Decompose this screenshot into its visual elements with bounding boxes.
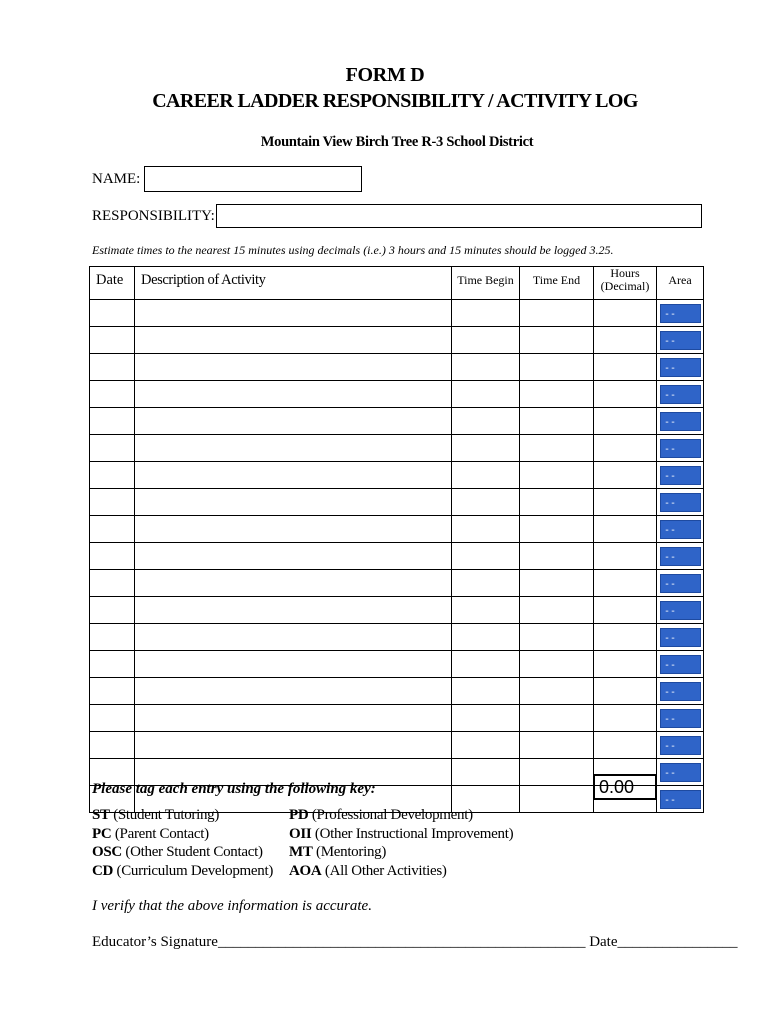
time-end-cell[interactable] [520, 597, 594, 624]
description-cell[interactable] [135, 489, 452, 516]
time-begin-cell[interactable] [452, 624, 520, 651]
hours-cell[interactable] [594, 462, 657, 489]
table-row [90, 489, 704, 516]
date-cell[interactable] [90, 327, 135, 354]
verification-statement: I verify that the above information is accurate. [92, 898, 372, 914]
description-cell[interactable] [135, 570, 452, 597]
area-select[interactable]: -- [660, 790, 701, 809]
hours-cell[interactable] [594, 327, 657, 354]
column-header-hours [594, 267, 657, 300]
time-end-cell[interactable] [520, 435, 594, 462]
table-row [90, 435, 704, 462]
time-begin-cell[interactable] [452, 381, 520, 408]
date-cell[interactable] [90, 624, 135, 651]
table-row [90, 381, 704, 408]
column-header-area: Area [657, 267, 704, 300]
time-begin-cell[interactable] [452, 489, 520, 516]
column-header-time-end: Time End [520, 267, 594, 300]
description-cell[interactable] [135, 327, 452, 354]
form-subtitle: CAREER LADDER RESPONSIBILITY / ACTIVITY LOG [152, 90, 638, 112]
table-header-row [90, 267, 704, 300]
area-select[interactable]: -- [660, 574, 701, 593]
time-end-cell[interactable] [520, 381, 594, 408]
date-cell[interactable] [90, 705, 135, 732]
time-end-cell[interactable] [520, 300, 594, 327]
name-input[interactable] [144, 166, 362, 192]
date-cell[interactable] [90, 300, 135, 327]
time-end-cell[interactable] [520, 408, 594, 435]
hours-cell[interactable] [594, 705, 657, 732]
name-label: NAME: [92, 171, 141, 187]
area-cell [657, 624, 704, 651]
date-cell[interactable] [90, 354, 135, 381]
table-row [90, 570, 704, 597]
description-cell[interactable] [135, 732, 452, 759]
hours-decimal-label: (Decimal) [600, 279, 650, 293]
area-cell [657, 759, 704, 786]
hours-cell[interactable] [594, 597, 657, 624]
date-cell[interactable] [90, 651, 135, 678]
date-cell[interactable] [90, 435, 135, 462]
table-row [90, 300, 704, 327]
area-cell [657, 327, 704, 354]
column-header-time-begin: Time Begin [452, 267, 520, 300]
date-cell[interactable] [90, 732, 135, 759]
area-select[interactable]: -- [660, 466, 701, 485]
area-cell [657, 516, 704, 543]
area-cell [657, 570, 704, 597]
description-cell[interactable] [135, 543, 452, 570]
area-cell [657, 705, 704, 732]
date-cell[interactable] [90, 597, 135, 624]
table-row [90, 705, 704, 732]
responsibility-input[interactable] [216, 204, 702, 228]
time-end-cell[interactable] [520, 489, 594, 516]
time-begin-cell[interactable] [452, 678, 520, 705]
description-cell[interactable] [135, 435, 452, 462]
time-begin-cell[interactable] [452, 651, 520, 678]
key-item: PC (Parent Contact) [92, 825, 209, 842]
area-select[interactable]: -- [660, 655, 701, 674]
time-begin-cell[interactable] [452, 435, 520, 462]
time-end-cell[interactable] [520, 354, 594, 381]
area-cell [657, 732, 704, 759]
table-row [90, 354, 704, 381]
date-cell[interactable] [90, 489, 135, 516]
time-end-cell[interactable] [520, 651, 594, 678]
time-end-cell[interactable] [520, 543, 594, 570]
description-cell[interactable] [135, 705, 452, 732]
key-item: AOA (All Other Activities) [289, 863, 447, 880]
signature-line[interactable]: Educator’s Signature_________________________________________________ Date________________ [92, 934, 738, 950]
area-cell [657, 489, 704, 516]
date-cell[interactable] [90, 381, 135, 408]
key-item: OSC (Other Student Contact) [92, 844, 263, 861]
key-item: ST (Student Tutoring) [92, 807, 220, 823]
date-cell[interactable] [90, 678, 135, 705]
total-hours-field: 0.00 [593, 774, 657, 800]
area-select[interactable]: -- [660, 385, 701, 404]
area-select[interactable]: -- [660, 763, 701, 782]
area-cell [657, 408, 704, 435]
area-select[interactable]: -- [660, 709, 701, 728]
key-item: CD (Curriculum Development) [92, 863, 274, 880]
area-cell [657, 651, 704, 678]
form-title: FORM D [345, 64, 425, 86]
hours-cell[interactable] [594, 516, 657, 543]
table-row [90, 678, 704, 705]
hours-cell[interactable] [594, 354, 657, 381]
time-begin-cell[interactable] [452, 543, 520, 570]
date-cell[interactable] [90, 516, 135, 543]
district-name: Mountain View Birch Tree R-3 School District [260, 134, 534, 150]
time-begin-cell[interactable] [452, 300, 520, 327]
table-row [90, 732, 704, 759]
table-row [90, 597, 704, 624]
date-cell[interactable] [90, 462, 135, 489]
area-select[interactable]: -- [660, 736, 701, 755]
table-row [90, 327, 704, 354]
hours-cell[interactable] [594, 732, 657, 759]
hours-cell[interactable] [594, 435, 657, 462]
key-title: Please tag each entry using the following key: [92, 781, 376, 797]
area-select[interactable]: -- [660, 493, 701, 512]
time-end-cell[interactable] [520, 516, 594, 543]
area-cell [657, 543, 704, 570]
time-begin-cell[interactable] [452, 408, 520, 435]
time-end-cell[interactable] [520, 732, 594, 759]
area-select[interactable]: -- [660, 358, 701, 377]
time-end-cell[interactable] [520, 678, 594, 705]
time-end-cell[interactable] [520, 570, 594, 597]
table-row [90, 516, 704, 543]
time-end-cell[interactable] [520, 759, 594, 786]
area-select[interactable]: -- [660, 331, 701, 350]
key-item: MT (Mentoring) [289, 844, 387, 861]
date-cell[interactable] [90, 570, 135, 597]
area-select[interactable]: -- [660, 601, 701, 620]
table-row [90, 624, 704, 651]
time-begin-cell[interactable] [452, 732, 520, 759]
area-select[interactable]: -- [660, 628, 701, 647]
table-row [90, 408, 704, 435]
time-begin-cell[interactable] [452, 462, 520, 489]
description-cell[interactable] [135, 624, 452, 651]
time-begin-cell[interactable] [452, 327, 520, 354]
hours-cell[interactable] [594, 570, 657, 597]
hours-cell[interactable] [594, 381, 657, 408]
instructions: Estimate times to the nearest 15 minutes using decimals (i.e.) 3 hours and 15 minutes should be logged 3.25. [92, 243, 614, 257]
key-item: OII (Other Instructional Improvement) [289, 825, 514, 842]
activity-log-table [89, 266, 704, 813]
date-cell[interactable] [90, 408, 135, 435]
area-select[interactable]: -- [660, 304, 701, 323]
area-cell [657, 300, 704, 327]
area-cell [657, 381, 704, 408]
key-item: PD (Professional Development) [289, 807, 473, 823]
time-end-cell[interactable] [520, 624, 594, 651]
time-begin-cell[interactable] [452, 597, 520, 624]
area-select[interactable]: -- [660, 682, 701, 701]
time-begin-cell[interactable] [452, 705, 520, 732]
description-cell[interactable] [135, 516, 452, 543]
key-list-left [92, 806, 273, 881]
hours-cell[interactable] [594, 543, 657, 570]
area-cell [657, 435, 704, 462]
description-cell[interactable] [135, 381, 452, 408]
hours-cell[interactable] [594, 489, 657, 516]
area-cell [657, 354, 704, 381]
description-cell[interactable] [135, 462, 452, 489]
hours-cell[interactable] [594, 678, 657, 705]
time-begin-cell[interactable] [452, 759, 520, 786]
time-end-cell[interactable] [520, 462, 594, 489]
table-row [90, 543, 704, 570]
hours-label: Hours [610, 266, 640, 280]
description-cell[interactable] [135, 300, 452, 327]
table-row [90, 462, 704, 489]
key-list-right [289, 806, 513, 881]
column-header-description: Description of Activity [135, 267, 452, 300]
date-cell[interactable] [90, 543, 135, 570]
time-begin-cell[interactable] [452, 354, 520, 381]
description-cell[interactable] [135, 678, 452, 705]
description-cell[interactable] [135, 354, 452, 381]
time-begin-cell[interactable] [452, 516, 520, 543]
description-cell[interactable] [135, 651, 452, 678]
area-cell [657, 678, 704, 705]
area-select[interactable]: -- [660, 547, 701, 566]
area-select[interactable]: -- [660, 439, 701, 458]
area-select[interactable]: -- [660, 520, 701, 539]
hours-cell[interactable] [594, 408, 657, 435]
description-cell[interactable] [135, 597, 452, 624]
hours-cell[interactable] [594, 624, 657, 651]
area-cell [657, 786, 704, 813]
area-cell [657, 462, 704, 489]
responsibility-label: RESPONSIBILITY: [92, 208, 215, 224]
area-cell [657, 597, 704, 624]
time-end-cell[interactable] [520, 327, 594, 354]
time-end-cell[interactable] [520, 705, 594, 732]
area-select[interactable]: -- [660, 412, 701, 431]
hours-cell[interactable] [594, 300, 657, 327]
description-cell[interactable] [135, 408, 452, 435]
table-row [90, 651, 704, 678]
hours-cell[interactable] [594, 651, 657, 678]
time-begin-cell[interactable] [452, 570, 520, 597]
time-end-cell[interactable] [520, 786, 594, 813]
column-header-date: Date [90, 267, 135, 300]
